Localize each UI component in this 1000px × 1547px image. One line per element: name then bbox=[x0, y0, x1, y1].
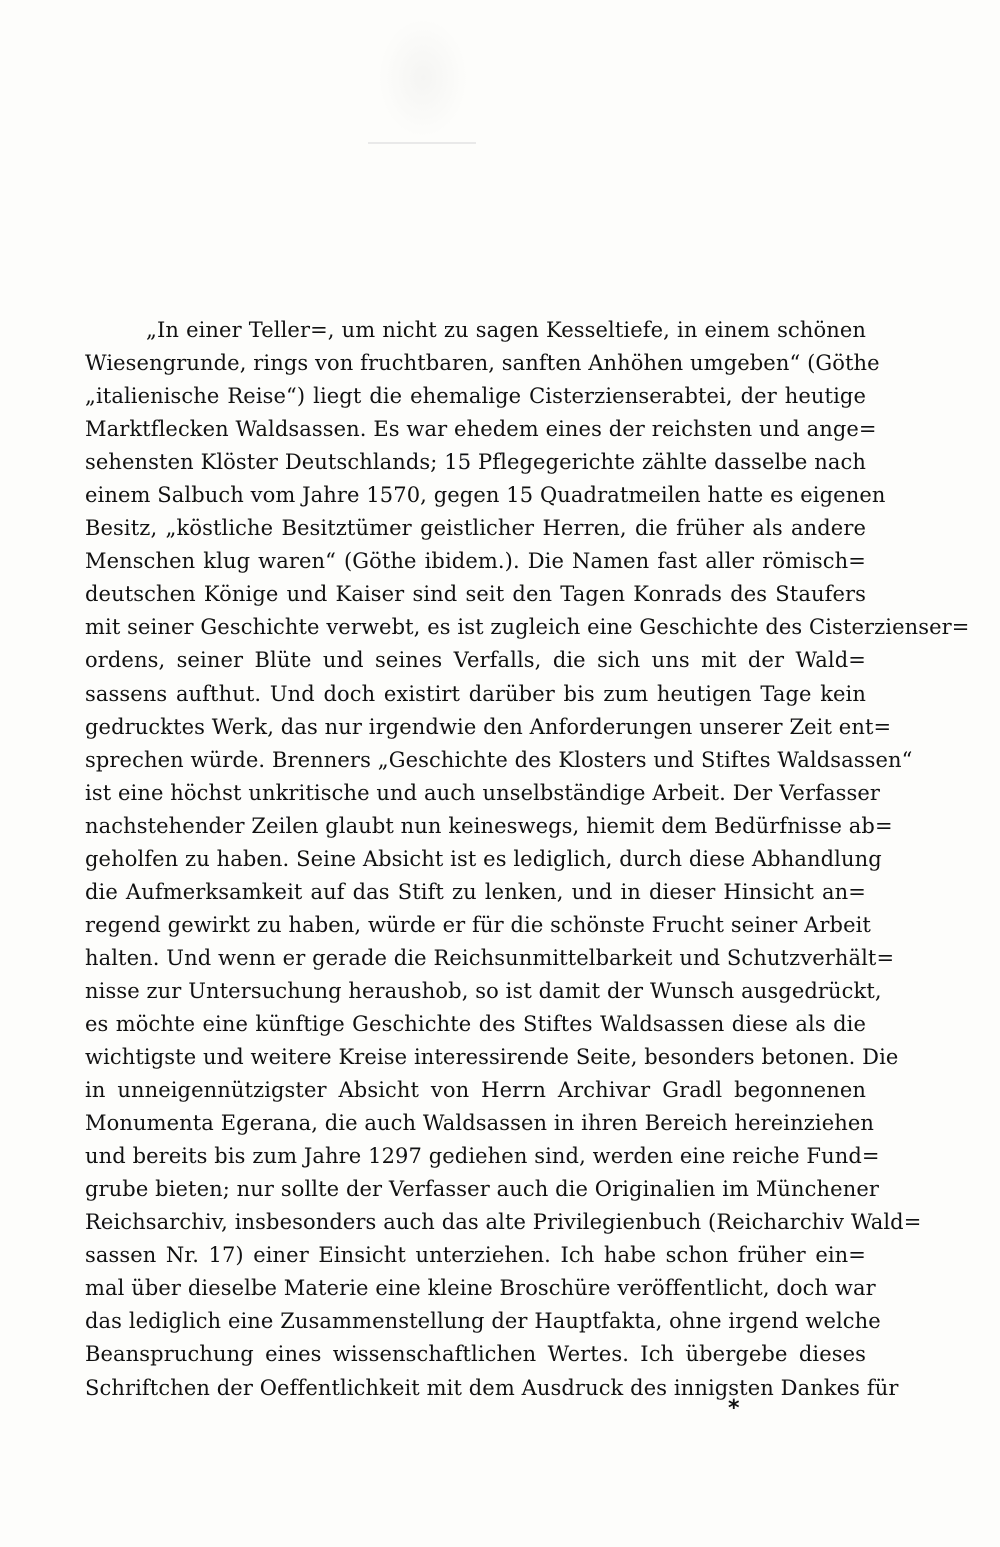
text-line: grube bieten; nur sollte der Verfasser auch die Originalien im Münchener bbox=[85, 1177, 879, 1202]
body-text bbox=[85, 314, 970, 1405]
text-line: Beanspruchung eines wissenschaftlichen Wertes. Ich übergebe dieses bbox=[85, 1342, 866, 1367]
text-line: deutschen Könige und Kaiser sind seit den Tagen Konrads des Staufers bbox=[85, 582, 866, 607]
text-line: „italienische Reise“) liegt die ehemalige Cisterzienserabtei, der heutige bbox=[85, 384, 866, 409]
text-line: und bereits bis zum Jahre 1297 gediehen sind, werden eine reiche Fund= bbox=[85, 1144, 880, 1169]
text-line: sehensten Klöster Deutschlands; 15 Pflegegerichte zählte dasselbe nach bbox=[85, 450, 866, 475]
text-line: Marktflecken Waldsassen. Es war ehedem eines der reichsten und ange= bbox=[85, 417, 877, 442]
text-line: wichtigste und weitere Kreise interessirende Seite, besonders betonen. Die bbox=[85, 1045, 899, 1070]
text-line: geholfen zu haben. Seine Absicht ist es lediglich, durch diese Abhandlung bbox=[85, 846, 882, 871]
text-line: nachstehender Zeilen glaubt nun keineswegs, hiemit dem Bedürfnisse ab= bbox=[85, 813, 893, 838]
show-through-mark bbox=[378, 18, 468, 138]
text-line: einem Salbuch vom Jahre 1570, gegen 15 Quadratmeilen hatte es eigenen bbox=[85, 483, 886, 508]
text-line: Schriftchen der Oeffentlichkeit mit dem Ausdruck des innigsten Dankes für bbox=[85, 1375, 899, 1400]
text-line: regend gewirkt zu haben, würde er für die schönste Frucht seiner Arbeit bbox=[85, 912, 871, 937]
signature-mark: * bbox=[728, 1396, 740, 1421]
text-line: ordens, seiner Blüte und seines Verfalls, die sich uns mit der Wald= bbox=[85, 648, 866, 673]
text-line: halten. Und wenn er gerade die Reichsunmittelbarkeit und Schutzverhält= bbox=[85, 945, 895, 970]
text-line: mal über dieselbe Materie eine kleine Broschüre veröffentlicht, doch war bbox=[85, 1276, 876, 1301]
text-line: Menschen klug waren“ (Göthe ibidem.). Die Namen fast aller römisch= bbox=[85, 549, 866, 574]
show-through-line bbox=[368, 142, 476, 144]
text-line: „In einer Teller=, um nicht zu sagen Kesseltiefe, in einem schönen bbox=[146, 318, 866, 342]
text-line: ist eine höchst unkritische und auch unselbständige Arbeit. Der Verfasser bbox=[85, 780, 881, 805]
text-line: Monumenta Egerana, die auch Waldsassen in ihren Bereich hereinziehen bbox=[85, 1111, 875, 1136]
text-line: es möchte eine künftige Geschichte des Stiftes Waldsassen diese als die bbox=[85, 1011, 866, 1036]
text-line: sassen Nr. 17) einer Einsicht unterziehen. Ich habe schon früher ein= bbox=[85, 1243, 866, 1268]
text-line: Besitz, „köstliche Besitztümer geistlicher Herren, die früher als andere bbox=[85, 516, 866, 541]
text-line: gedrucktes Werk, das nur irgendwie den Anforderungen unserer Zeit ent= bbox=[85, 714, 892, 739]
text-line: das lediglich eine Zusammenstellung der Hauptfakta, ohne irgend welche bbox=[85, 1309, 881, 1334]
text-line: sassens aufthut. Und doch existirt darüber bis zum heutigen Tage kein bbox=[85, 681, 866, 706]
text-line: sprechen würde. Brenners „Geschichte des Klosters und Stiftes Waldsassen“ bbox=[85, 747, 913, 772]
text-line: nisse zur Untersuchung heraushob, so ist damit der Wunsch ausgedrückt, bbox=[85, 978, 882, 1003]
text-line: Wiesengrunde, rings von fruchtbaren, sanften Anhöhen umgeben“ (Göthe bbox=[85, 351, 880, 376]
text-line: die Aufmerksamkeit auf das Stift zu lenken, und in dieser Hinsicht an= bbox=[85, 879, 866, 904]
text-line: Reichsarchiv, insbesonders auch das alte Privilegienbuch (Reicharchiv Wald= bbox=[85, 1210, 922, 1235]
text-line: mit seiner Geschichte verwebt, es ist zugleich eine Geschichte des Cisterzienser= bbox=[85, 615, 970, 640]
text-line: in unneigennützigster Absicht von Herrn Archivar Gradl begonnenen bbox=[85, 1078, 866, 1103]
